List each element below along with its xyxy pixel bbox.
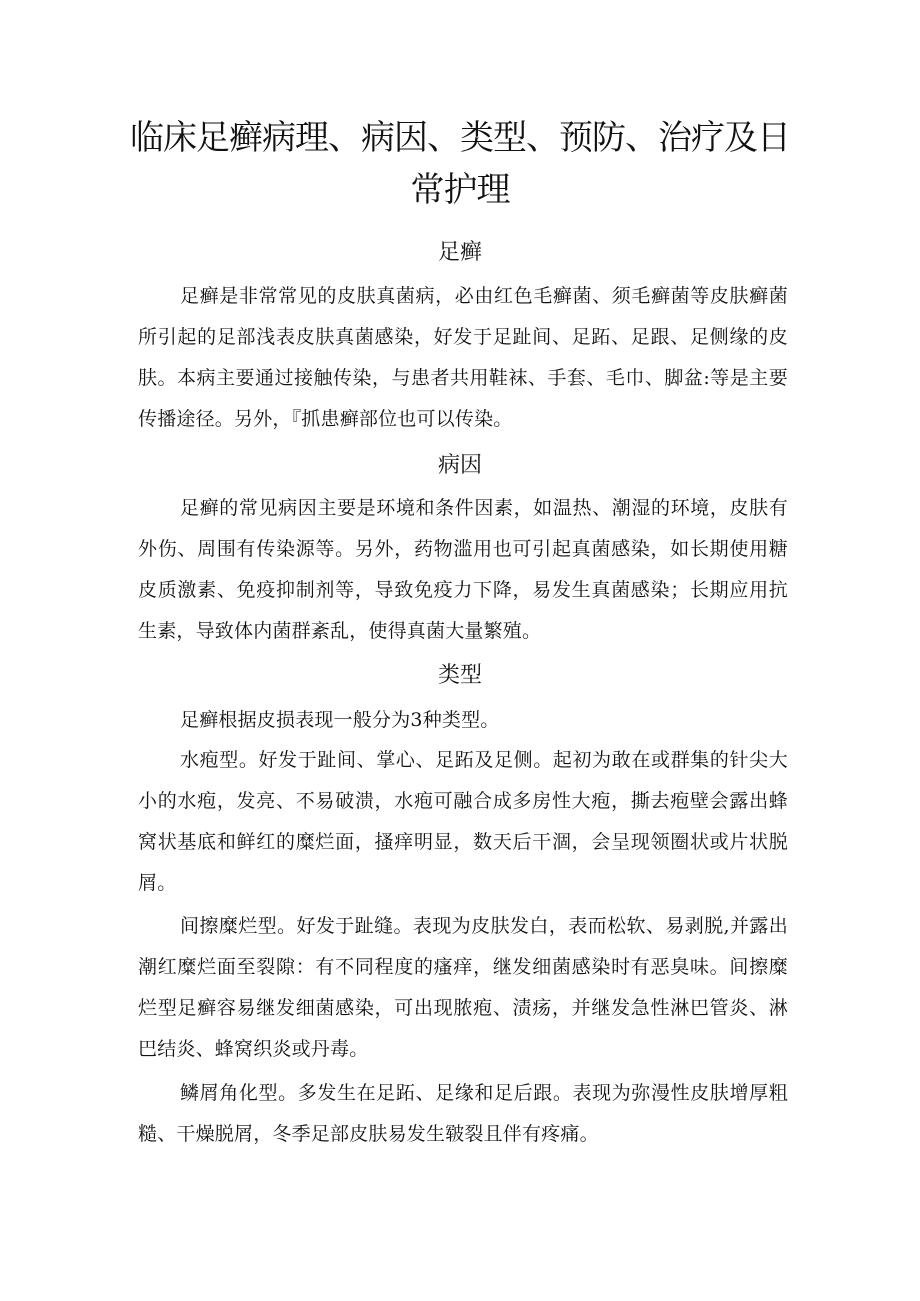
paragraph-leixing-intro: 足癣根据皮损表现一般分为3种类型。 bbox=[180, 709, 500, 731]
paragraph-shuipao-type: 水疱型。好发于趾间、掌心、足跖及足侧。起初为敢在或群集的针尖大小的水疱，发亮、不易破溃，水疱可融合成多房性大疱，撕去疱壁会露出蜂窝状基底和鲜红的糜烂面，搔痒明显，数天后干涸，会呈现领圈状或片状脱屑。 bbox=[138, 749, 788, 894]
section-heading-bingyin: 病因 bbox=[437, 453, 482, 478]
paragraph-linxie-type: 鳞屑角化型。多发生在足跖、足缘和足后跟。表现为弥漫性皮肤增厚粗糙、干燥脱屑，冬季足部皮肤易发生皲裂且伴有疼痛。 bbox=[138, 1082, 788, 1145]
document-title: 临床足癣病理、病因、类型、预防、治疗及日常护理 bbox=[130, 118, 790, 210]
paragraph-jianca-type: 间擦糜烂型。好发于趾缝。表现为皮肤发白，表而松软、易剥脱,并露出潮红糜烂面至裂隙：有不同程度的瘙痒，继发细菌感染时有恶臭味。间擦糜烂型足癣容易继发细菌感染，可出现脓疱、渍疡，并继发急性淋巴管炎、淋巴结炎、蜂窝织炎或丹毒。 bbox=[138, 915, 788, 1060]
paragraph-bingyin: 足癣的常见病因主要是环境和条件因素，如温热、潮湿的环境，皮肤有外伤、周围有传染源等。另外，药物滥用也可引起真菌感染，如长期使用糖皮质激素、免疫抑制剂等，导致免疫力下降，易发生真菌感染；长期应用抗生素，导致体内菌群紊乱，使得真菌大量繁殖。 bbox=[138, 497, 788, 642]
section-heading-leixing: 类型 bbox=[437, 663, 482, 688]
paragraph-zuxuan-definition: 足癣是非常常见的皮肤真菌病，必由红色毛癣菌、须毛癣菌等皮肤癣菌所引起的足部浅表皮肤真菌感染，好发于足趾间、足跖、足跟、足侧缘的皮肤。本病主要通过接触传染，与患者共用鞋袜、手套、毛巾、脚盆:等是主要传播途径。另外，『抓患癣部位也可以传染。 bbox=[138, 285, 788, 430]
section-heading-zuxuan: 足癣 bbox=[437, 240, 482, 265]
